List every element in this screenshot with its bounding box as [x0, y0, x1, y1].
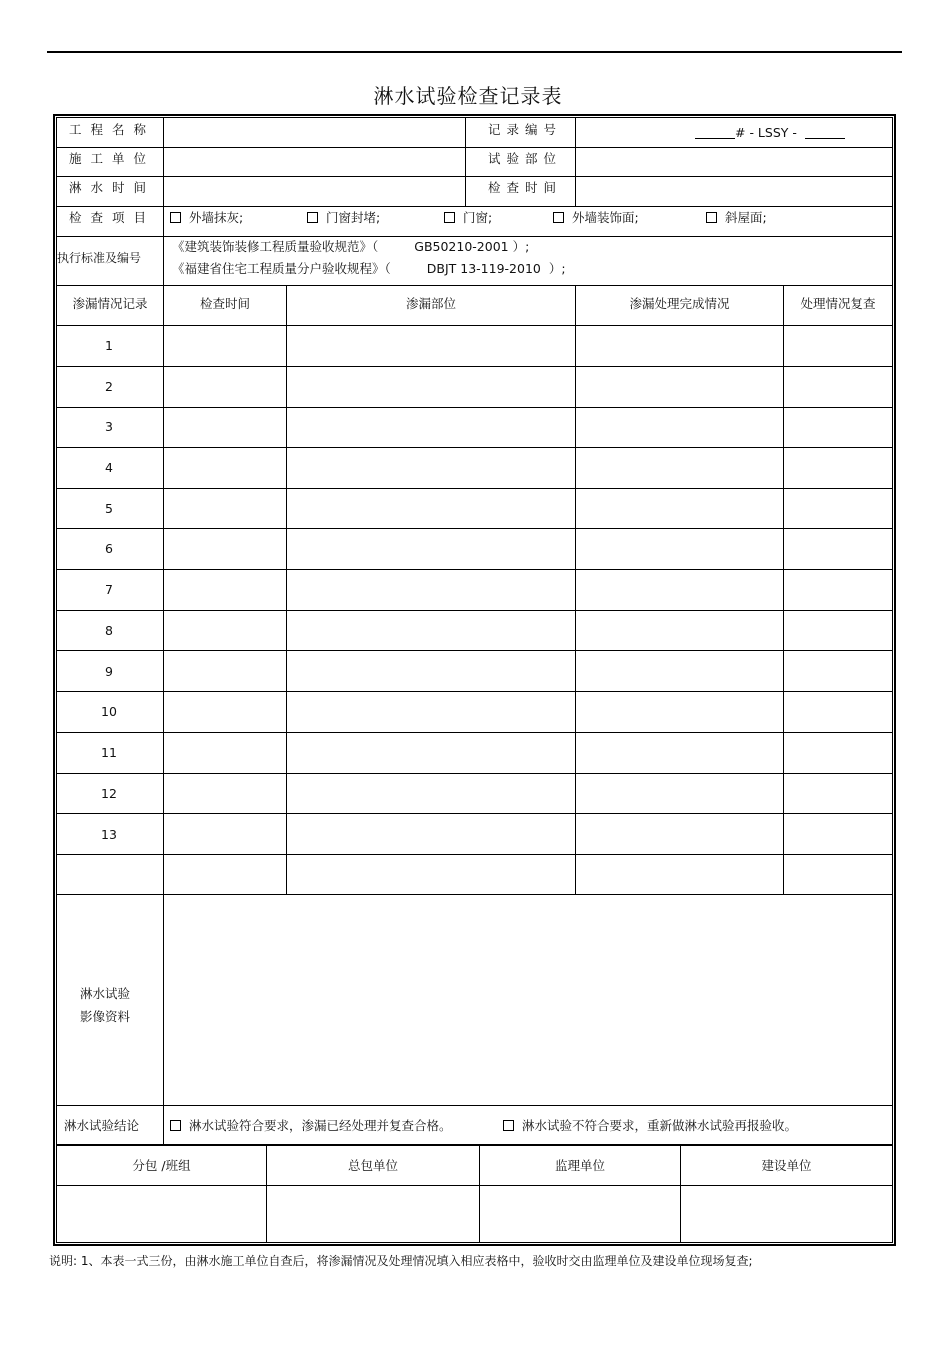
grid-line [465, 118, 466, 206]
row-number: 5 [105, 501, 113, 516]
grid-line [57, 894, 892, 895]
leak-treatment-header: 渗漏处理完成情况 [629, 296, 730, 311]
check-item[interactable]: 斜屋面; [706, 212, 767, 225]
row-number: 9 [105, 664, 113, 679]
row-number: 6 [105, 541, 113, 556]
grid-line [57, 176, 892, 177]
top-rule [47, 51, 902, 53]
checkbox-icon[interactable] [706, 212, 717, 223]
supervisor-label: 监理单位 [554, 1158, 605, 1173]
grid-line [57, 488, 892, 489]
row-number: 1 [105, 338, 113, 353]
check-item[interactable]: 外墙装饰面; [553, 212, 639, 225]
grid-line [57, 528, 892, 529]
row-number: 13 [101, 827, 117, 842]
grid-line [57, 813, 892, 814]
row-number: 12 [101, 786, 117, 801]
photos-label: 淋水试验 影像资料 [79, 986, 130, 1024]
leak-record-header: 渗漏情况记录 [72, 296, 148, 311]
inspection-time-header: 检查时间 [199, 296, 250, 311]
checkbox-icon[interactable] [444, 212, 455, 223]
checkbox-icon[interactable] [170, 212, 181, 223]
grid-line [57, 610, 892, 611]
grid-line [57, 1105, 892, 1106]
leak-location-header: 渗漏部位 [405, 296, 456, 311]
grid-line [57, 1185, 892, 1186]
grid-line [57, 447, 892, 448]
check-item[interactable]: 外墙抹灰; [170, 212, 243, 225]
checkbox-icon[interactable] [553, 212, 564, 223]
record-no-label: 记录编号 [488, 122, 563, 137]
grid-line [57, 236, 892, 237]
grid-line [575, 285, 576, 895]
record-no-value[interactable] [695, 126, 845, 140]
owner-label: 建设单位 [761, 1158, 812, 1173]
construction-unit-label: 施工单位 [69, 151, 156, 166]
row-number: 3 [105, 419, 113, 434]
grid-line [163, 894, 164, 1144]
project-name-label: 工程名称 [69, 122, 156, 137]
grid-line [575, 118, 576, 206]
grid-line [57, 854, 892, 855]
grid-line [286, 285, 287, 895]
grid-line [57, 285, 892, 286]
grid-line [57, 325, 892, 326]
row-number: 4 [105, 460, 113, 475]
general-contractor-label: 总包单位 [347, 1158, 398, 1173]
row-number: 8 [105, 623, 113, 638]
grid-line [57, 407, 892, 408]
conclusion-option-pass[interactable]: 淋水试验符合要求，渗漏已经处理并复查合格。 [170, 1120, 452, 1133]
record-no-code: # - LSSY - [735, 125, 797, 140]
row-number: 2 [105, 379, 113, 394]
conclusion-label: 淋水试验结论 [64, 1118, 140, 1133]
row-number: 7 [105, 582, 113, 597]
row-number: 11 [101, 745, 117, 760]
conclusion-option-fail[interactable]: 淋水试验不符合要求，重新做淋水试验再报验收。 [503, 1120, 797, 1133]
grid-line [57, 691, 892, 692]
standards-label: 执行标准及编号 [57, 251, 142, 265]
check-items-label: 检查项目 [69, 210, 156, 225]
check-item[interactable]: 门窗; [444, 212, 492, 225]
test-location-label: 试验部位 [488, 151, 563, 166]
grid-line [163, 285, 164, 895]
checkbox-icon[interactable] [503, 1120, 514, 1131]
row-number: 10 [101, 704, 117, 719]
checkbox-icon[interactable] [307, 212, 318, 223]
grid-line [57, 366, 892, 367]
recheck-header: 处理情况复查 [800, 296, 876, 311]
inspection-time-label: 检查时间 [488, 180, 563, 195]
page-title: 淋水试验检查记录表 [373, 84, 563, 108]
grid-line [163, 118, 164, 285]
subcontractor-label: 分包 /班组 [132, 1158, 191, 1173]
grid-line [57, 1144, 892, 1146]
standard-line-2: 《福建省住宅工程质量分户验收规程》（ DBJT 13-119-2010 ）; [172, 261, 566, 276]
footnote: 说明: 1、本表一式三份，由淋水施工单位自查后，将渗漏情况及处理情况填入相应表格中，验收时交由监理单位及建设单位现场复查; [49, 1254, 753, 1268]
grid-line [57, 147, 892, 148]
check-item[interactable]: 门窗封堵; [307, 212, 380, 225]
grid-line [57, 650, 892, 651]
grid-line [57, 206, 892, 207]
record-no-blank-2[interactable] [805, 126, 845, 139]
grid-line [783, 285, 784, 895]
grid-line [57, 569, 892, 570]
spray-time-label: 淋水时间 [69, 180, 156, 195]
grid-line [57, 732, 892, 733]
record-no-blank-1[interactable] [695, 126, 735, 139]
checkbox-icon[interactable] [170, 1120, 181, 1131]
grid-line [57, 773, 892, 774]
standard-line-1: 《建筑装饰装修工程质量验收规范》（ GB50210-2001 ）; [172, 239, 530, 254]
